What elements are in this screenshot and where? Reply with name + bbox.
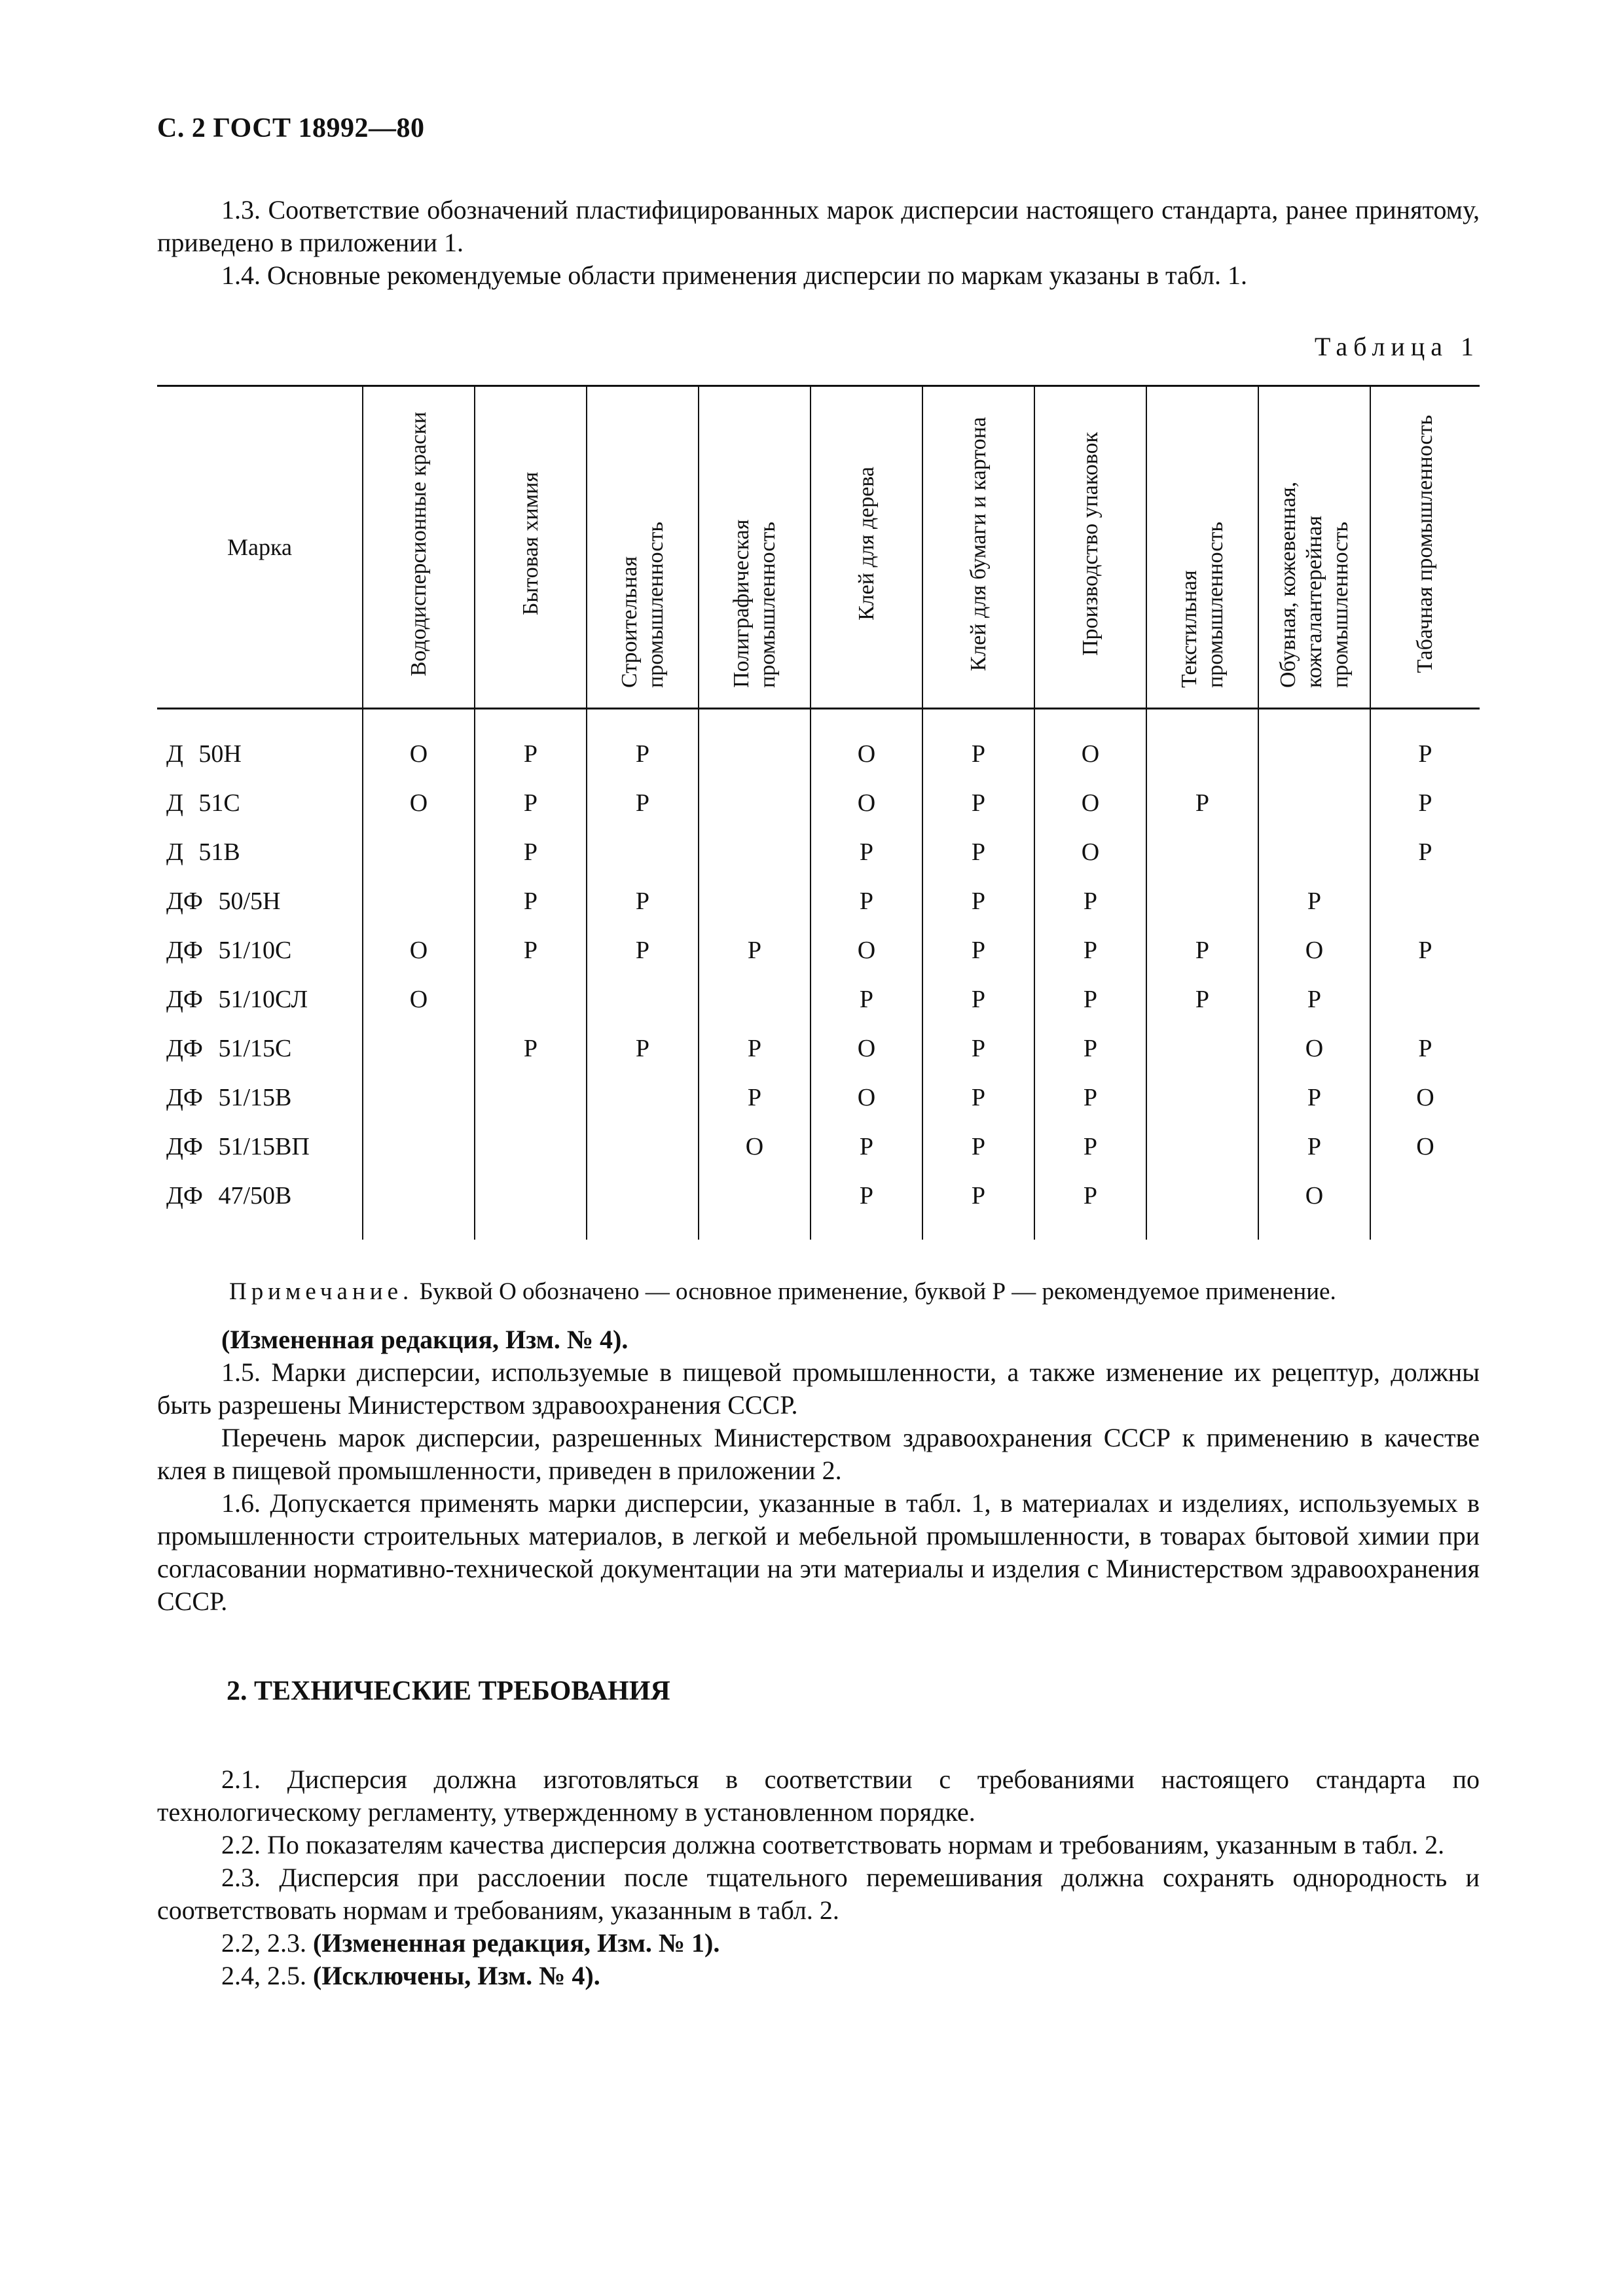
cell-application: О [1258, 1171, 1370, 1240]
cell-application [363, 1073, 475, 1122]
cell-application [1146, 709, 1258, 779]
paragraph-1-3: 1.3. Соответствие обозначений пластифицированных марок дисперсии настоящего стандарта, ранее принятому, приведено в приложении 1. [157, 195, 1480, 257]
cell-application: Р [1034, 1171, 1146, 1240]
table-1 [157, 385, 1480, 1240]
cell-application [363, 876, 475, 925]
column-header-label: Вододисперсионные краски [406, 411, 431, 677]
table-row [157, 1171, 1480, 1240]
paragraph-1-6: 1.6. Допускается применять марки дисперсии, указанные в табл. 1, в материалах и изделиях, используемых в промышленности строительных материалов, в легкой и мебельной промышленности, в товарах бытовой химии при согласовании нормативно-технической документации на эти материалы и изделия с Министерством здравоохранения СССР. [157, 1488, 1480, 1616]
cell-mark: Д 50Н [166, 740, 242, 768]
column-header [1146, 386, 1258, 709]
paragraph-2-4-2-5-change [157, 1960, 1480, 1992]
paragraph-2-3: 2.3. Дисперсия при расслоении после тщательного перемешивания должна сохранять однородность и соответствовать нормам и требованиям, указанным в табл. 2. [157, 1863, 1480, 1925]
cell-application: О [1258, 925, 1370, 975]
cell-mark: ДФ 50/5Н [166, 887, 281, 915]
cell-application: Р [587, 1024, 699, 1073]
column-header-label: Бытовая химия [518, 472, 543, 616]
cell-application [587, 827, 699, 876]
cell-application: О [363, 778, 475, 827]
cell-application: Р [1146, 975, 1258, 1024]
cell-application [1370, 1171, 1480, 1240]
cell-application: Р [811, 876, 922, 925]
column-header [1370, 386, 1480, 709]
cell-application: О [811, 1073, 922, 1122]
cell-application: Р [587, 925, 699, 975]
table-row [157, 1073, 1480, 1122]
cell-application: Р [1034, 925, 1146, 975]
table-row [157, 1024, 1480, 1073]
cell-application: О [363, 975, 475, 1024]
cell-mark: ДФ 51/15В [166, 1083, 292, 1111]
cell-mark: ДФ 51/15ВП [166, 1132, 310, 1160]
cell-application: Р [699, 1024, 811, 1073]
excluded-note-4: (Исключены, Изм. № 4). [313, 1961, 600, 1990]
cell-application: Р [475, 778, 587, 827]
cell-application: Р [1258, 1073, 1370, 1122]
cell-application [587, 1122, 699, 1171]
column-header-label: Строительная промышленность [617, 522, 668, 688]
cell-application: О [1370, 1122, 1480, 1171]
cell-application [475, 1073, 587, 1122]
cell-application [1258, 778, 1370, 827]
cell-application: Р [587, 709, 699, 779]
cell-application [1370, 975, 1480, 1024]
cell-application [1146, 827, 1258, 876]
cell-application: Р [475, 876, 587, 925]
cell-application [699, 709, 811, 779]
cell-application: Р [1146, 778, 1258, 827]
cell-application: Р [587, 778, 699, 827]
cell-application: О [811, 709, 922, 779]
cell-application [1146, 1122, 1258, 1171]
cell-application [699, 975, 811, 1024]
cell-application: Р [1034, 1122, 1146, 1171]
table-row [157, 827, 1480, 876]
cell-application: О [363, 925, 475, 975]
cell-mark: ДФ 51/10СЛ [166, 985, 308, 1013]
cell-mark: ДФ 51/10С [166, 936, 292, 964]
note-label: Примечание. [229, 1278, 414, 1305]
column-header-label: Производство упаковок [1078, 431, 1103, 656]
column-header [587, 386, 699, 709]
cell-mark: Д 51С [166, 789, 240, 817]
cell-application [699, 1171, 811, 1240]
cell-application [363, 1171, 475, 1240]
cell-application: Р [922, 1171, 1034, 1240]
cell-application: Р [1370, 925, 1480, 975]
cell-mark: ДФ 47/50В [166, 1181, 292, 1210]
note-text: Буквой О обозначено — основное применение, буквой Р — рекомендуемое применение. [413, 1278, 1336, 1305]
column-header-mark: Марка [157, 386, 363, 709]
cell-application [1370, 876, 1480, 925]
cell-application: Р [699, 925, 811, 975]
column-header [922, 386, 1034, 709]
cell-application: Р [811, 827, 922, 876]
cell-application: О [363, 709, 475, 779]
cell-application: Р [1034, 975, 1146, 1024]
paragraph-1-4: 1.4. Основные рекомендуемые области применения дисперсии по маркам указаны в табл. 1. [221, 260, 1247, 290]
cell-application: Р [475, 925, 587, 975]
column-header-label: Текстильная промышленность [1176, 522, 1228, 688]
cell-application: О [1034, 778, 1146, 827]
table-row [157, 975, 1480, 1024]
cell-application: О [1034, 827, 1146, 876]
cell-application [475, 1122, 587, 1171]
cell-application: О [1258, 1024, 1370, 1073]
page-header: С. 2 ГОСТ 18992—80 [157, 113, 425, 143]
cell-application: Р [587, 876, 699, 925]
column-header [811, 386, 922, 709]
cell-application: Р [1258, 876, 1370, 925]
cell-mark: ДФ 51/15С [166, 1034, 292, 1062]
cell-application: Р [811, 1171, 922, 1240]
cell-application: Р [922, 1073, 1034, 1122]
table-row [157, 1122, 1480, 1171]
cell-application [363, 1024, 475, 1073]
column-header [1258, 386, 1370, 709]
cell-application [1146, 876, 1258, 925]
cell-application: О [1034, 709, 1146, 779]
cell-application: Р [922, 827, 1034, 876]
column-header-label: Табачная промышленность [1413, 414, 1437, 673]
cell-application: Р [1034, 1024, 1146, 1073]
table-label: Таблица 1 [1314, 332, 1480, 361]
cell-application: Р [475, 827, 587, 876]
cell-application: О [811, 925, 922, 975]
change-prefix: 2.4, 2.5. [221, 1961, 313, 1990]
cell-application [1146, 1024, 1258, 1073]
column-header [699, 386, 811, 709]
cell-application: Р [1258, 1122, 1370, 1171]
intro-block [157, 194, 1480, 292]
cell-application: Р [922, 876, 1034, 925]
column-header-label: Обувная, кожевенная, кожгалантерейная промышленность [1275, 481, 1353, 688]
cell-application: Р [922, 975, 1034, 1024]
cell-application: Р [922, 778, 1034, 827]
paragraph-2-1: 2.1. Дисперсия должна изготовляться в соответствии с требованиями настоящего стандарта по технологическому регламенту, утвержденному в установленном порядке. [157, 1765, 1480, 1827]
cell-application: О [811, 1024, 922, 1073]
cell-application [475, 975, 587, 1024]
paragraph-2-2: 2.2. По показателям качества дисперсия должна соответствовать нормам и требованиям, указанным в табл. 2. [221, 1830, 1445, 1859]
table-note [229, 1278, 1336, 1306]
cell-application [1258, 827, 1370, 876]
cell-application: О [699, 1122, 811, 1171]
cell-application: Р [922, 925, 1034, 975]
after-table-block [157, 1323, 1480, 1618]
cell-application [587, 1073, 699, 1122]
cell-application [363, 827, 475, 876]
table-row [157, 778, 1480, 827]
table-body [157, 709, 1480, 1240]
cell-application: Р [475, 709, 587, 779]
cell-application: Р [1370, 778, 1480, 827]
cell-application: Р [1370, 827, 1480, 876]
cell-application [1146, 1073, 1258, 1122]
cell-application [363, 1122, 475, 1171]
table-row [157, 709, 1480, 779]
column-header [475, 386, 587, 709]
paragraph-1-5: 1.5. Марки дисперсии, используемые в пищевой промышленности, а также изменение их рецептур, должны быть разрешены Министерством здравоохранения СССР. [157, 1357, 1480, 1420]
column-header-label: Клей для бумаги и картона [966, 416, 991, 672]
change-note-1: (Измененная редакция, Изм. № 1). [313, 1928, 720, 1958]
cell-application: Р [922, 1024, 1034, 1073]
table-header-row [157, 386, 1480, 709]
cell-application [1258, 709, 1370, 779]
change-note-4: (Измененная редакция, Изм. № 4). [221, 1325, 629, 1354]
cell-application [699, 876, 811, 925]
cell-application: Р [811, 1122, 922, 1171]
cell-application [699, 778, 811, 827]
cell-application [1146, 1171, 1258, 1240]
table-row [157, 876, 1480, 925]
cell-application: Р [699, 1073, 811, 1122]
cell-application: Р [922, 1122, 1034, 1171]
table-row [157, 925, 1480, 975]
section-2-body [157, 1763, 1480, 1992]
cell-application: О [811, 778, 922, 827]
cell-application: Р [1034, 1073, 1146, 1122]
cell-application: Р [475, 1024, 587, 1073]
cell-application [587, 1171, 699, 1240]
column-header [1034, 386, 1146, 709]
paragraph-2-2-2-3-change [157, 1927, 1480, 1960]
cell-application: Р [1258, 975, 1370, 1024]
column-header-label: Полиграфическая промышленность [729, 519, 780, 688]
section-2-title: 2. ТЕХНИЧЕСКИЕ ТРЕБОВАНИЯ [227, 1676, 670, 1706]
cell-application: Р [1370, 709, 1480, 779]
cell-application [699, 827, 811, 876]
cell-application: Р [1146, 925, 1258, 975]
cell-application: Р [811, 975, 922, 1024]
column-header [363, 386, 475, 709]
paragraph-1-5-list: Перечень марок дисперсии, разрешенных Министерством здравоохранения СССР к применению в качестве клея в пищевой промышленности, приведен в приложении 2. [157, 1423, 1480, 1485]
cell-application: Р [922, 709, 1034, 779]
cell-mark: Д 51В [166, 838, 240, 866]
cell-application: Р [1034, 876, 1146, 925]
cell-application: О [1370, 1073, 1480, 1122]
cell-application: Р [1370, 1024, 1480, 1073]
cell-application [475, 1171, 587, 1240]
column-header-label: Клей для дерева [854, 467, 879, 621]
cell-application [587, 975, 699, 1024]
change-prefix: 2.2, 2.3. [221, 1928, 313, 1958]
